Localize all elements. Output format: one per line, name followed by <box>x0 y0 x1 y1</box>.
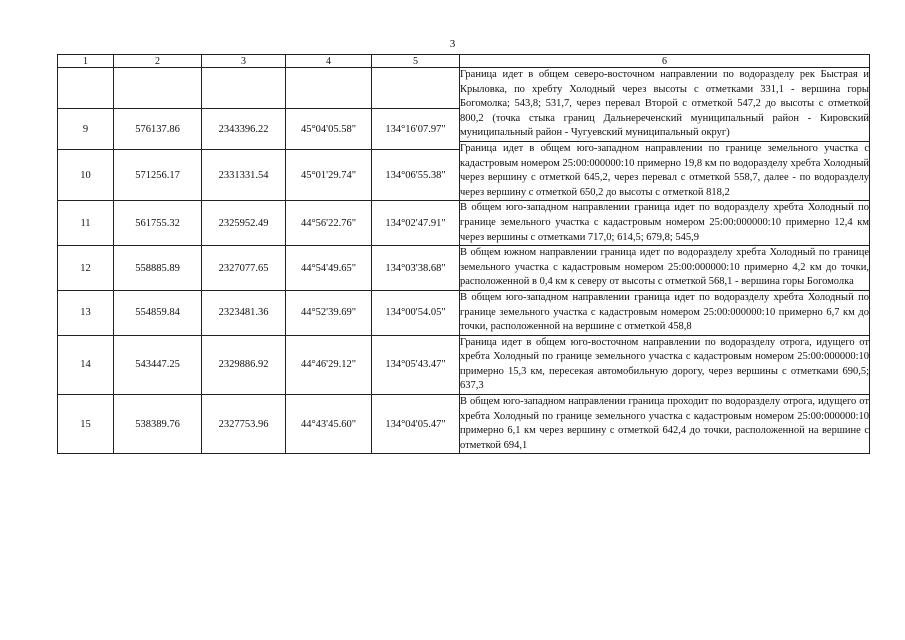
boundary-description <box>460 68 870 142</box>
x-coordinate: 554859.84 <box>114 290 202 335</box>
column-header: 2 <box>114 55 202 68</box>
latitude: 44°56'22.76" <box>286 201 372 246</box>
empty-cell <box>114 68 202 109</box>
latitude: 44°54'49.65" <box>286 246 372 291</box>
y-coordinate: 2327077.65 <box>202 246 286 291</box>
boundary-description <box>460 395 870 454</box>
point-number: 14 <box>58 335 114 394</box>
description-text: В общем юго-западном направлении граница проходит по водоразделу отрога, идущего от хребта Холодный по границе земельного участка с кадастровым номером 25:00:000000:10 примерно 6,1 км через вершину с отметкой 642,4 до точки, расположенной на вершине с отметкой 694,1 <box>460 396 869 451</box>
description-text: В общем юго-западном направлении граница идет по водоразделу хребта Холодный по границе земельного участка с кадастровым номером 25:00:000000:10 примерно 6,7 км до точки, расположенной на вершине с отметкой 458,8 <box>460 291 869 333</box>
y-coordinate: 2343396.22 <box>202 109 286 150</box>
page-number: 3 <box>449 38 456 50</box>
latitude: 44°43'45.60" <box>286 395 372 454</box>
x-coordinate: 543447.25 <box>114 335 202 394</box>
description-text: Граница идет в общем северо-восточном направлении по водоразделу рек Быстрая и Крыловка, по хребту Холодный через высоты с отметками 331,1 - вершина горы Богомолка; 543,8; 531,7, через перевал Второй с отметкой 547,2 до высоты с отметкой 800,2 (точка стыка границ Дальнереченский муниципальный район - Кировский муниципальный район - Чугуевский муниципальный округ) <box>460 69 869 139</box>
empty-cell <box>286 68 372 109</box>
empty-cell <box>58 68 114 109</box>
description-text: В общем южном направлении граница идет по водоразделу хребта Холодный по границе земельного участка с кадастровым номером 25:00:000000:10 примерно 4,2 км до точки, расположенной в 0,4 км к северу от высоты с отметкой 568,1 - вершина горы Богомолка <box>460 247 869 288</box>
empty-cell <box>372 68 460 109</box>
header-row <box>58 55 870 68</box>
y-coordinate: 2325952.49 <box>202 201 286 246</box>
latitude: 45°01'29.74" <box>286 150 372 201</box>
column-header: 6 <box>460 55 870 68</box>
point-number: 10 <box>58 150 114 201</box>
column-header: 1 <box>58 55 114 68</box>
latitude: 44°52'39.69" <box>286 290 372 335</box>
latitude: 45°04'05.58" <box>286 109 372 150</box>
latitude: 44°46'29.12" <box>286 335 372 394</box>
x-coordinate: 558885.89 <box>114 246 202 291</box>
boundary-description <box>460 335 870 394</box>
x-coordinate: 561755.32 <box>114 201 202 246</box>
column-header: 5 <box>372 55 460 68</box>
empty-cell <box>202 68 286 109</box>
longitude: 134°06'55.38" <box>372 150 460 201</box>
description-text: В общем юго-западном направлении граница идет по водоразделу хребта Холодный по границе земельного участка с кадастровым номером 25:00:000000:10 примерно 12,4 км через вершины с отметками 717,0; 614,5; 679,8; 545,9 <box>460 202 869 243</box>
y-coordinate: 2329886.92 <box>202 335 286 394</box>
longitude: 134°03'38.68" <box>372 246 460 291</box>
column-header: 3 <box>202 55 286 68</box>
longitude: 134°04'05.47" <box>372 395 460 454</box>
longitude: 134°05'43.47" <box>372 335 460 394</box>
y-coordinate: 2331331.54 <box>202 150 286 201</box>
longitude: 134°16'07.97" <box>372 109 460 150</box>
boundary-description <box>460 290 870 335</box>
boundary-description <box>460 141 870 200</box>
point-number: 9 <box>58 109 114 150</box>
boundary-description <box>460 246 870 291</box>
x-coordinate: 538389.76 <box>114 395 202 454</box>
table-gap-row <box>58 68 870 109</box>
point-number: 13 <box>58 290 114 335</box>
point-number: 11 <box>58 201 114 246</box>
x-coordinate: 571256.17 <box>114 150 202 201</box>
longitude: 134°02'47.91" <box>372 201 460 246</box>
boundary-table <box>57 54 870 454</box>
boundary-description <box>460 201 870 246</box>
y-coordinate: 2323481.36 <box>202 290 286 335</box>
column-header: 4 <box>286 55 372 68</box>
point-number: 15 <box>58 395 114 454</box>
description-text: Граница идет в общем юго-восточном направлении по водоразделу отрога, идущего от хребта Холодный по границе земельного участка с кадастровым номером 25:00:000000:10 примерно 15,3 км, пересекая автомобильную дорогу, через вершины с отметками 690,5; 637,3 <box>460 336 869 392</box>
description-text: Граница идет в общем юго-западном направлении по границе земельного участка с кадастровым номером 25:00:000000:10 примерно 19,8 км по водоразделу хребта Холодный через вершину с отметкой 645,2, через перевал с отметкой 558,7, далее - по водоразделу через вершину с отметкой 650,2 до высоты с отметкой 818,2 <box>460 142 869 198</box>
point-number: 12 <box>58 246 114 291</box>
y-coordinate: 2327753.96 <box>202 395 286 454</box>
x-coordinate: 576137.86 <box>114 109 202 150</box>
longitude: 134°00'54.05" <box>372 290 460 335</box>
